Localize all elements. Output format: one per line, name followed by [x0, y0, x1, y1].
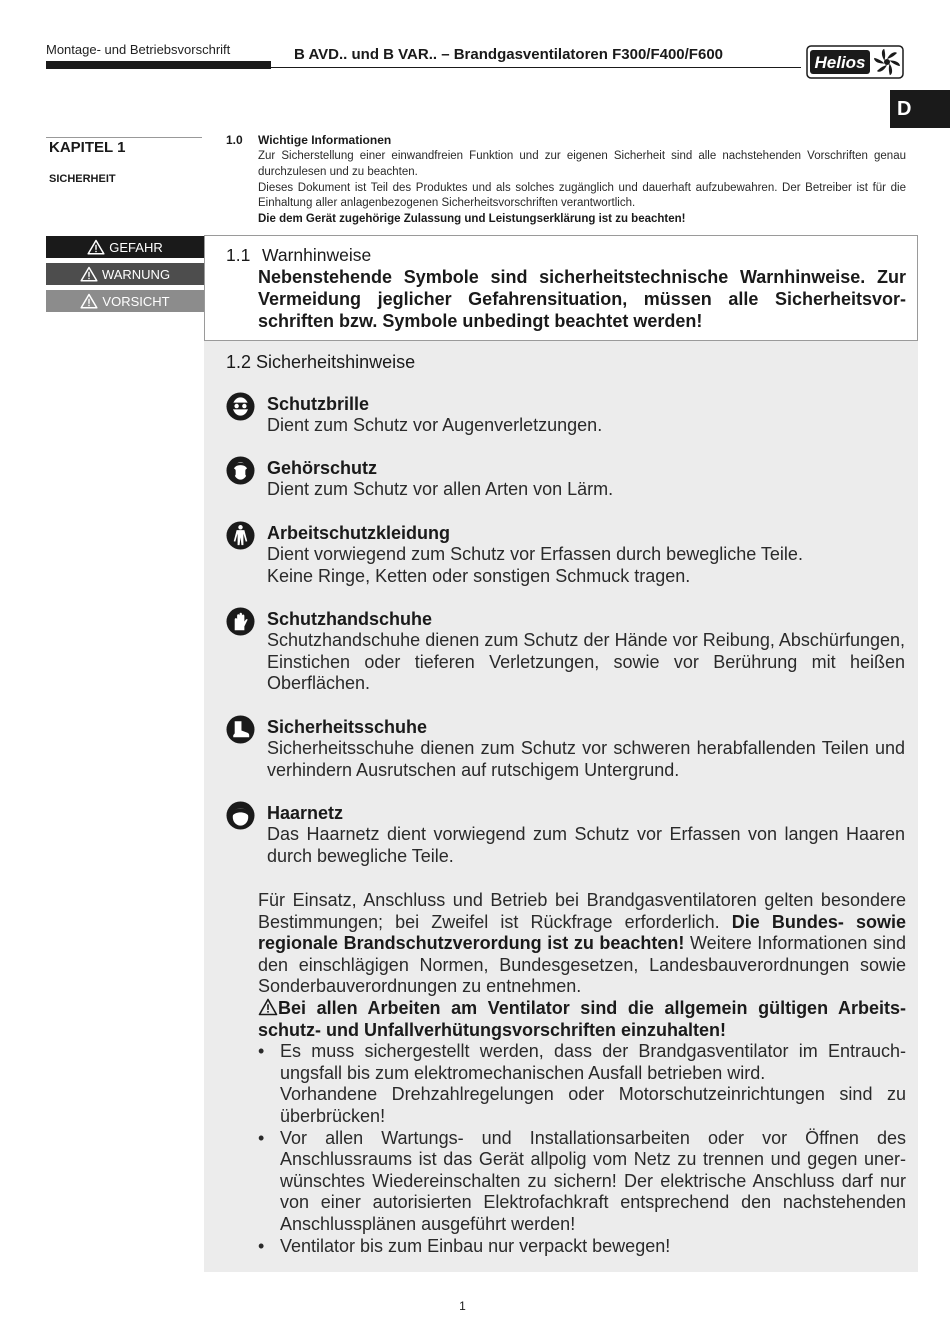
warning-triangle-icon: [80, 293, 98, 309]
section-number: 1.0: [226, 133, 243, 147]
item-line: Schutzhandschuhe dienen zum Schutz der Hände vor Reibung, Abschürfungen, Einstichen oder tieferen Verletzungen, sowie vor Berührung mit heißen Oberflächen.: [267, 630, 905, 694]
signal-gefahr: [46, 236, 204, 258]
signal-vorsicht-label: VORSICHT: [102, 293, 170, 309]
list-line: • Ventilator bis zum Einbau nur verpackt bewegen!: [280, 1235, 671, 1256]
chapter-subtitle: SICHERHEIT: [49, 173, 116, 185]
signal-warnung: [46, 263, 204, 285]
item-line: Dient vorwiegend zum Schutz vor Erfassen durch bewegliche Teile.: [267, 544, 803, 564]
item-title: Schutzbrille: [267, 394, 370, 414]
list-item: [258, 1236, 906, 1258]
document-title: B AVD.. und B VAR.. – Brandgasventilatoren F300/F400/F600: [294, 46, 724, 63]
item-line: Dient zum Schutz vor Augenverletzungen.: [267, 415, 603, 435]
paragraph: [258, 890, 906, 998]
item-description: [267, 479, 905, 501]
text-bold: Bei allen Arbeiten am Ventilator sind die allgemein gültigen Arbeitsschutz- und Unfallverhütungsvorschriften einzuhalten!: [258, 997, 906, 1040]
list-line: • Es muss sichergestellt werden, dass der Brandgasventilator im Entrauchungsfall bis zum elektromechanischen Ausfall betrieben wird.: [280, 1041, 906, 1083]
item-title: Sicherheitsschuhe: [267, 717, 428, 737]
paragraph-bold: Die dem Gerät zugehörige Zulassung und Leistungserklärung ist zu beachten!: [258, 213, 686, 226]
text: Weitere Informationen sind den einschlägigen Normen, Bundesgesetzen, Landesbauverordnungen sowie Sonderbauverordnungen zu entnehmen.: [258, 933, 906, 997]
paragraph: [258, 998, 906, 1041]
paragraph: Zur Sicherstellung einer einwandfreien Funktion und zur eigenen Sicherheit sind alle nachstehenden Vorschriften genau durchzulesen und zu beachten.: [258, 150, 906, 178]
safety-shoes-icon: [226, 715, 255, 744]
protective-clothing-icon: [226, 521, 255, 550]
signal-gefahr-label: GEFAHR: [109, 239, 163, 255]
item-line: Dient zum Schutz vor allen Arten von Lärm.: [267, 479, 614, 499]
item-description: [267, 738, 905, 781]
item-line: Das Haarnetz dient vorwiegend zum Schutz vor Erfassen von langen Haaren durch bewegliche Teile.: [267, 824, 905, 866]
item-title: Haarnetz: [267, 803, 344, 823]
regulations-text: [258, 890, 906, 1257]
signal-warnung-label: WARNUNG: [101, 266, 171, 282]
paragraph: Dieses Dokument ist Teil des Produktes und als solches zugänglich und dauerhaft aufzubewahren. Der Betreiber ist für die Einhaltung aller anlagenbezogenen Sicherheitsvorschriften verantwortlich.: [258, 181, 906, 210]
section-number: 1.1: [226, 245, 251, 265]
list-item: [258, 1128, 906, 1236]
hairnet-icon: [226, 801, 255, 830]
item-line: Keine Ringe, Ketten oder sonstigen Schmuck tragen.: [267, 565, 691, 586]
text-bold: Die Bundes- sowie regionale Brandschutzverordung ist zu beachten!: [258, 911, 906, 954]
item-title: Arbeitschutzkleidung: [267, 523, 451, 543]
signal-vorsicht: [46, 290, 204, 312]
section-heading: 1.2 Sicherheitshinweise: [226, 352, 416, 372]
document-type-label: Montage- und Betriebsvorschrift: [46, 42, 231, 57]
warning-triangle-icon: [87, 239, 105, 255]
warning-notice-text: Nebenstehende Symbole sind sicherheitstechnische Warnhinweise. Zur Vermeidung jeglicher Gefahrensituation, müssen alle Sicherheitsvorschriften bzw. Symbole unbedingt beachtet werden!: [258, 267, 906, 331]
logo-text: Helios: [814, 53, 866, 72]
gloves-icon: [226, 607, 255, 636]
item-line: Sicherheitsschuhe dienen zum Schutz vor schweren herabfallenden Teilen und verhindern Ausrutschen auf rutschigem Untergrund.: [267, 738, 905, 780]
item-title: Schutzhandschuhe: [267, 609, 433, 629]
list-line: Vorhandene Drehzahlregelungen oder Motorschutzeinrichtungen sind zu überbrücken!: [280, 1084, 906, 1126]
list-line: • Vor allen Wartungs- und Installationsarbeiten oder vor Öffnen des Anschlussraums ist das Gerät allpolig vom Netz zu trennen und gegen unerwünschtes Wiedereinschalten zu sichern! Der elektrische Anschluss darf nur von einer autorisierten Elektrofachkraft entsprechend den nachstehenden Anschlussplänen ausgeführt werden!: [280, 1127, 906, 1234]
important-info-text: [258, 149, 906, 228]
language-tab: D: [890, 90, 950, 128]
warning-triangle-icon: [80, 266, 98, 282]
safety-goggles-icon: [226, 392, 255, 421]
item-description: [267, 824, 905, 867]
item-description: [267, 415, 905, 437]
header-rule: [271, 67, 801, 68]
header-bar: [46, 61, 271, 69]
section-title: Warnhinweise: [262, 245, 372, 265]
helios-logo: [806, 45, 904, 79]
page-number: 1: [459, 1299, 466, 1313]
warning-triangle-icon: [258, 998, 278, 1016]
list-item: [258, 1041, 906, 1127]
item-title: Gehörschutz: [267, 458, 378, 478]
ear-protection-icon: [226, 456, 255, 485]
text: Für Einsatz, Anschluss und Betrieb bei Brandgasventilatoren gelten besondere Bestimmungen; bei Zweifel ist Rückfrage erforderlich.: [258, 890, 906, 932]
chapter-title: KAPITEL 1: [49, 139, 126, 156]
item-description: [267, 630, 905, 695]
bullet-list: [258, 1041, 906, 1257]
section-title: Wichtige Informationen: [258, 133, 392, 147]
chapter-rule: [46, 137, 202, 138]
item-description: [267, 544, 905, 587]
section-heading: [226, 245, 371, 266]
